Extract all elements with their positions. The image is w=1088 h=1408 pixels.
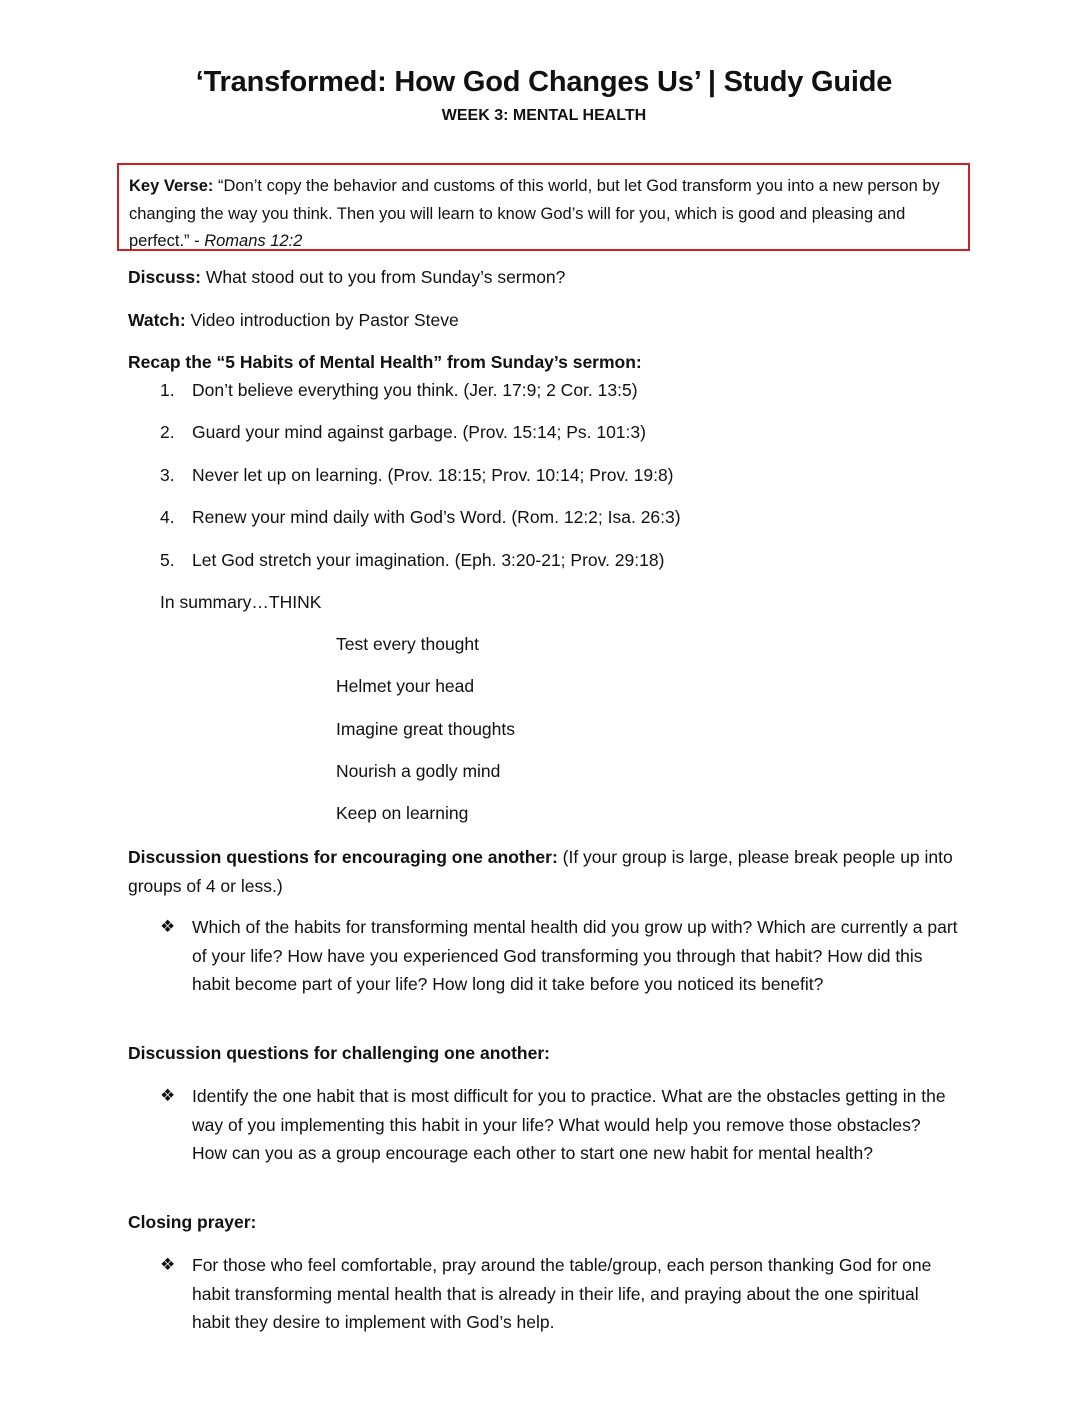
challenging-heading: Discussion questions for challenging one another: bbox=[128, 1043, 550, 1063]
list-item-number: 1. bbox=[160, 380, 175, 400]
list-item-text: Let God stretch your imagination. (Eph. 3:20-21; Prov. 29:18) bbox=[192, 550, 665, 570]
think-item: Nourish a godly mind bbox=[336, 761, 501, 781]
list-item bbox=[160, 380, 638, 401]
encouraging-bullet bbox=[160, 913, 960, 999]
challenging-bullet bbox=[160, 1082, 960, 1168]
bullet-text: Which of the habits for transforming mental health did you grow up with? Which are currently a part of your life? How have you experienced God transforming you through that habit? How did this habit become part of your life? How long did it take before you noticed its benefit? bbox=[192, 917, 958, 994]
watch-line bbox=[128, 310, 459, 331]
list-item-number: 3. bbox=[160, 465, 175, 485]
summary-line: In summary…THINK bbox=[160, 592, 322, 612]
page-title: ‘Transformed: How God Changes Us’ | Study Guide bbox=[195, 66, 893, 98]
list-item bbox=[160, 465, 674, 486]
diamond-bullet-icon: ❖ bbox=[160, 1255, 176, 1274]
list-item-text: Guard your mind against garbage. (Prov. 15:14; Ps. 101:3) bbox=[192, 422, 646, 442]
list-item-text: Don’t believe everything you think. (Jer. 17:9; 2 Cor. 13:5) bbox=[192, 380, 638, 400]
think-item: Imagine great thoughts bbox=[336, 719, 516, 739]
bullet-text: Identify the one habit that is most difficult for you to practice. What are the obstacles getting in the way of you implementing this habit in your life? What would help you remove those obstacles? How can you as a group encourage each other to start one new habit for mental health? bbox=[192, 1086, 946, 1163]
think-item: Test every thought bbox=[336, 634, 479, 654]
list-item-text: Renew your mind daily with God’s Word. (Rom. 12:2; Isa. 26:3) bbox=[192, 507, 681, 527]
list-item-text: Never let up on learning. (Prov. 18:15; Prov. 10:14; Prov. 19:8) bbox=[192, 465, 674, 485]
key-verse-label: Key Verse: bbox=[129, 177, 214, 195]
list-item-number: 4. bbox=[160, 507, 175, 527]
list-item bbox=[160, 507, 681, 528]
discuss-text: What stood out to you from Sunday’s sermon? bbox=[200, 267, 566, 287]
recap-heading: Recap the “5 Habits of Mental Health” from Sunday’s sermon: bbox=[128, 352, 642, 372]
list-item bbox=[160, 422, 646, 443]
encouraging-section-heading bbox=[128, 843, 968, 900]
list-item bbox=[160, 550, 664, 571]
watch-label: Watch: bbox=[128, 310, 186, 330]
encouraging-heading: Discussion questions for encouraging one another: bbox=[128, 847, 558, 867]
key-verse-reference: Romans 12:2 bbox=[204, 232, 303, 250]
watch-text: Video introduction by Pastor Steve bbox=[185, 310, 459, 330]
discuss-label: Discuss: bbox=[128, 267, 201, 287]
think-item: Keep on learning bbox=[336, 803, 469, 823]
bullet-text: For those who feel comfortable, pray around the table/group, each person thanking God for one habit transforming mental health that is already in their life, and praying about the one spiritual habit they desire to implement with God’s help. bbox=[192, 1255, 932, 1332]
key-verse-box bbox=[117, 163, 970, 251]
diamond-bullet-icon: ❖ bbox=[160, 917, 176, 936]
think-item: Helmet your head bbox=[336, 676, 475, 696]
key-verse-text: “Don’t copy the behavior and customs of this world, but let God transform you into a new person by changing the way you think. Then you will learn to know God’s will for you, which is good and pleasing and perfect.” - bbox=[129, 177, 940, 250]
discuss-line bbox=[128, 267, 565, 288]
list-item-number: 2. bbox=[160, 422, 175, 442]
page-subtitle: WEEK 3: MENTAL HEALTH bbox=[441, 107, 647, 124]
closing-bullet bbox=[160, 1251, 960, 1337]
diamond-bullet-icon: ❖ bbox=[160, 1086, 176, 1105]
closing-heading: Closing prayer: bbox=[128, 1212, 257, 1232]
list-item-number: 5. bbox=[160, 550, 175, 570]
encouraging-note: (If your group is large, please break people up into groups of 4 or less.) bbox=[128, 847, 953, 896]
